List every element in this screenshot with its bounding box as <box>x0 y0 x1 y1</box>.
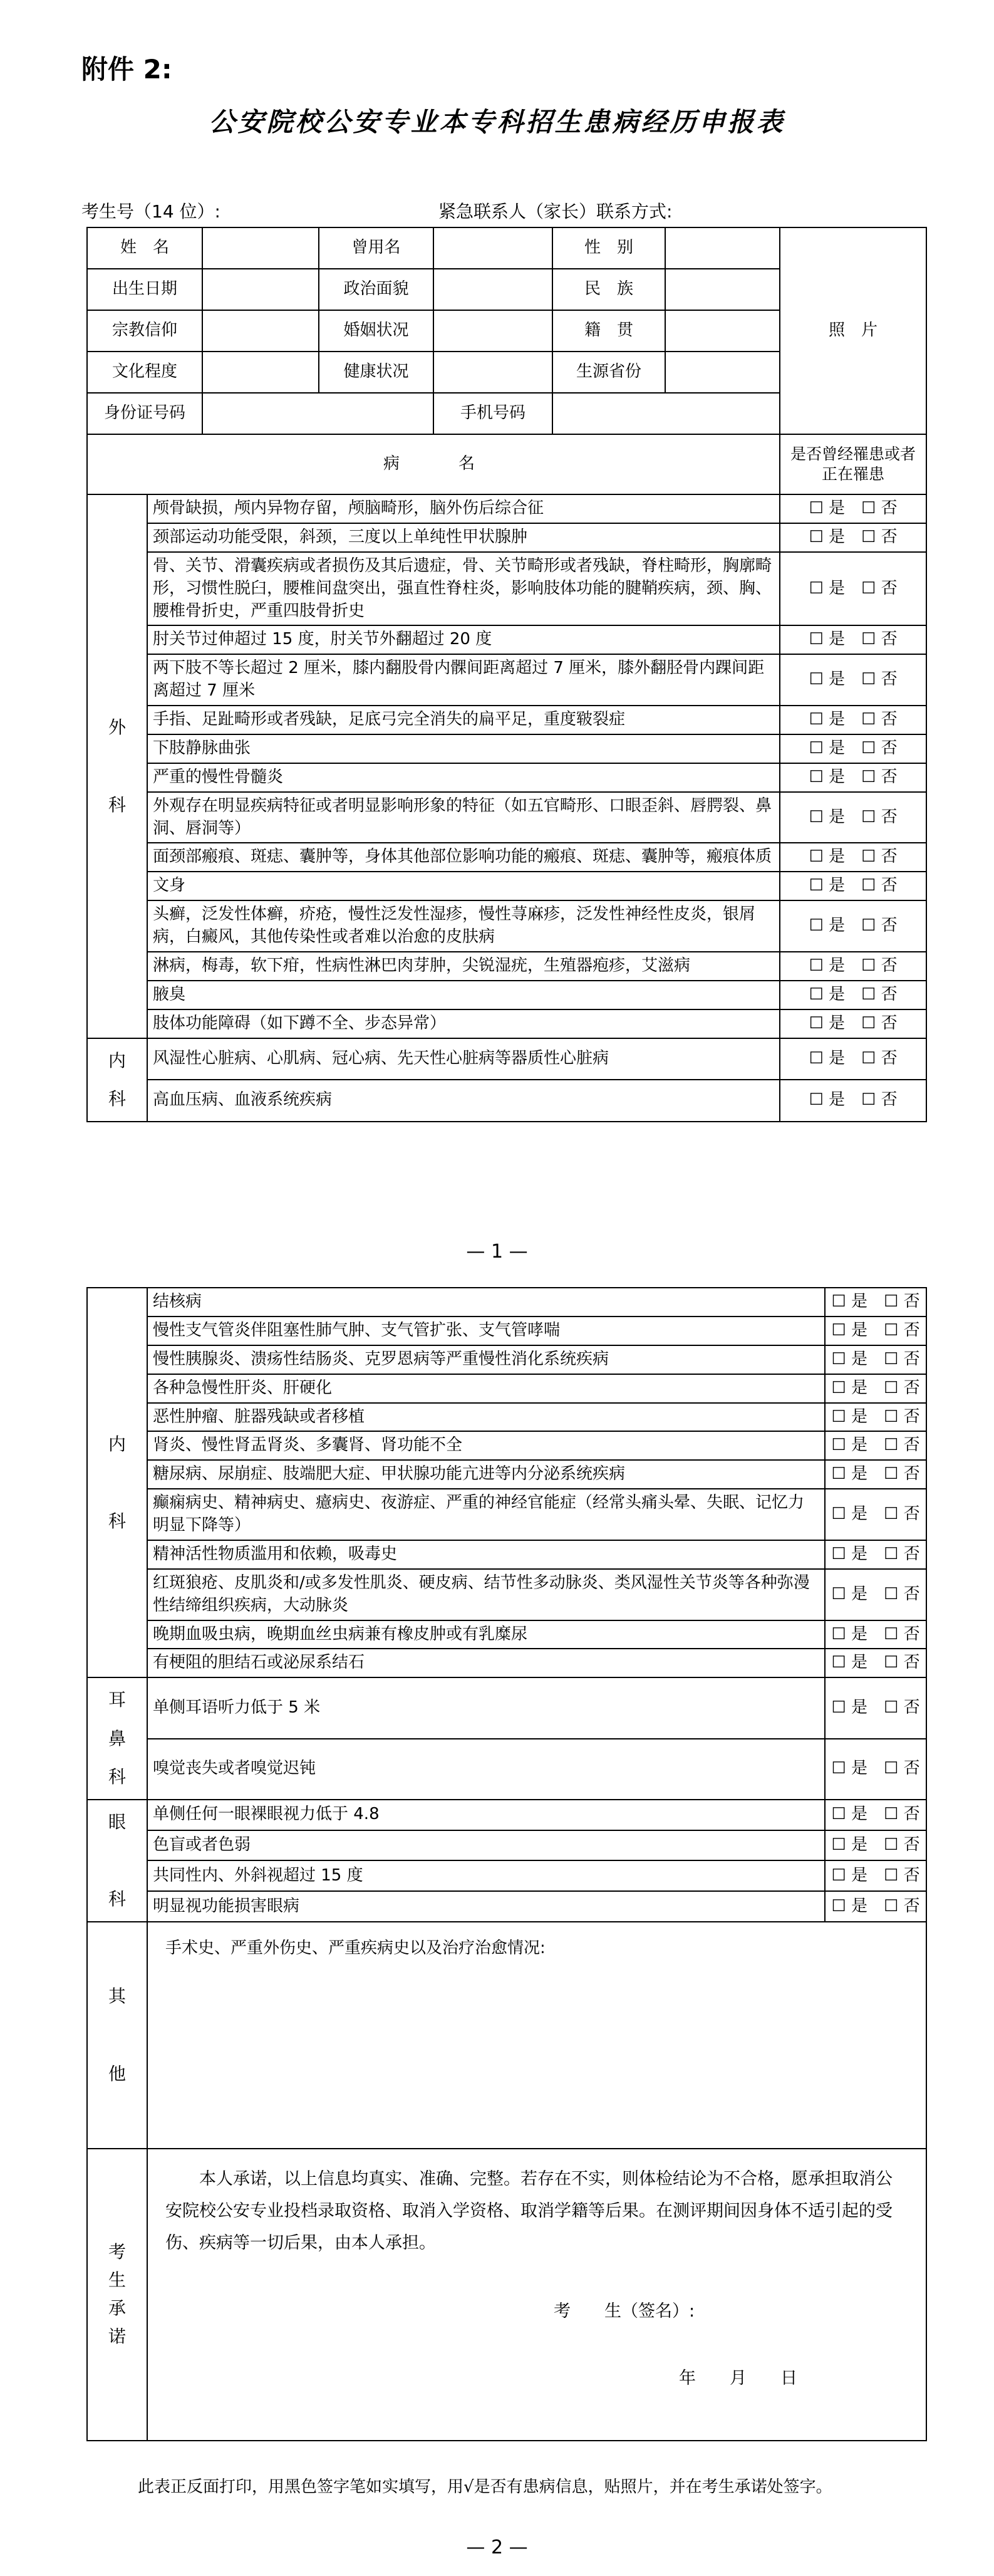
disease-row <box>87 552 926 626</box>
promise-cell <box>147 2149 926 2441</box>
yes-checkbox[interactable]: ☐ 是 <box>831 1624 867 1644</box>
disease-row <box>87 654 926 706</box>
no-checkbox[interactable]: ☐ 否 <box>884 1436 920 1455</box>
yes-checkbox[interactable]: ☐ 是 <box>831 1436 867 1455</box>
native-field[interactable] <box>665 310 780 352</box>
answer-cell <box>825 1489 926 1540</box>
yes-checkbox[interactable]: ☐ 是 <box>809 956 846 975</box>
no-checkbox[interactable]: ☐ 否 <box>861 984 898 1004</box>
name-label: 姓 名 <box>87 227 202 269</box>
no-checkbox[interactable]: ☐ 否 <box>884 1653 920 1672</box>
disease-row <box>87 1080 926 1122</box>
no-checkbox[interactable]: ☐ 否 <box>861 630 898 649</box>
yes-checkbox[interactable]: ☐ 是 <box>831 1320 867 1340</box>
yes-checkbox[interactable]: ☐ 是 <box>809 630 846 649</box>
no-checkbox[interactable]: ☐ 否 <box>884 1805 920 1824</box>
disease-row <box>87 1620 926 1649</box>
disease-name: 单侧耳语听力低于 5 米 <box>147 1677 825 1738</box>
answer-cell <box>825 1830 926 1861</box>
disease-name: 红斑狼疮、皮肌炎和/或多发性肌炎、硬皮病、结节性多动脉炎、类风湿性关节炎等各种弥漫性结缔组织疾病，大动脉炎 <box>147 1569 825 1620</box>
answer-cell <box>780 1038 926 1080</box>
signature-label[interactable]: 考 生（签名）: <box>554 2301 695 2321</box>
no-checkbox[interactable]: ☐ 否 <box>884 1698 920 1717</box>
answer-cell <box>780 900 926 952</box>
id-number-field[interactable] <box>202 393 433 434</box>
disease-name: 慢性胰腺炎、溃疡性结肠炎、克罗恩病等严重慢性消化系统疾病 <box>147 1345 825 1374</box>
disease-name: 颅骨缺损，颅内异物存留，颅脑畸形，脑外伤后综合征 <box>147 494 780 523</box>
answer-cell <box>825 1800 926 1830</box>
health-label: 健康状况 <box>319 352 433 393</box>
origin-field[interactable] <box>665 352 780 393</box>
disease-column-header: 病 名 <box>87 434 780 494</box>
yes-checkbox[interactable]: ☐ 是 <box>809 499 846 518</box>
disease-name: 风湿性心脏病、心肌病、冠心病、先天性心脏病等器质性心脏病 <box>147 1038 780 1080</box>
answer-cell <box>825 1677 926 1738</box>
disease-name: 结核病 <box>147 1288 825 1317</box>
disease-row <box>87 1403 926 1432</box>
disease-row <box>87 763 926 792</box>
page2-disease-rows <box>87 1288 926 1922</box>
no-checkbox[interactable]: ☐ 否 <box>861 916 898 936</box>
disease-name: 头癣，泛发性体癣，疥疮，慢性泛发性湿疹，慢性荨麻疹，泛发性神经性皮炎，银屑病，白癜风，其他传染性或者难以治愈的皮肤病 <box>147 900 780 952</box>
disease-row <box>87 706 926 734</box>
yes-checkbox[interactable]: ☐ 是 <box>831 1805 867 1824</box>
photo-box[interactable]: 照 片 <box>780 227 926 434</box>
yes-checkbox[interactable]: ☐ 是 <box>831 1653 867 1672</box>
answer-cell <box>780 625 926 654</box>
disease-name: 下肢静脉曲张 <box>147 734 780 763</box>
yes-checkbox[interactable]: ☐ 是 <box>809 807 846 827</box>
yes-checkbox[interactable]: ☐ 是 <box>831 1896 867 1916</box>
birth-field[interactable] <box>202 269 319 310</box>
disease-name: 糖尿病、尿崩症、肢端肥大症、甲状腺功能亢进等内分泌系统疾病 <box>147 1460 825 1489</box>
yes-checkbox[interactable]: ☐ 是 <box>831 1698 867 1717</box>
disease-row <box>87 1009 926 1038</box>
answer-cell <box>780 706 926 734</box>
disease-name: 单侧任何一眼裸眼视力低于 4.8 <box>147 1800 825 1830</box>
no-checkbox[interactable]: ☐ 否 <box>861 956 898 975</box>
page1-disease-rows <box>87 494 926 1122</box>
disease-row <box>87 792 926 843</box>
yes-checkbox[interactable]: ☐ 是 <box>809 738 846 758</box>
answer-cell <box>825 1431 926 1460</box>
disease-name: 肾炎、慢性肾盂肾炎、多囊肾、肾功能不全 <box>147 1431 825 1460</box>
no-checkbox[interactable]: ☐ 否 <box>884 1464 920 1484</box>
disease-row <box>87 900 926 952</box>
disease-row <box>87 872 926 900</box>
disease-name: 淋病，梅毒，软下疳，性病性淋巴肉芽肿，尖锐湿疣，生殖器疱疹，艾滋病 <box>147 952 780 981</box>
political-field[interactable] <box>433 269 552 310</box>
disease-row <box>87 494 926 523</box>
disease-row <box>87 1739 926 1800</box>
no-checkbox[interactable]: ☐ 否 <box>884 1378 920 1397</box>
native-label: 籍 贯 <box>552 310 665 352</box>
yes-checkbox[interactable]: ☐ 是 <box>809 710 846 729</box>
answer-cell <box>780 952 926 981</box>
disease-name: 肢体功能障碍（如下蹲不全、步态异常） <box>147 1009 780 1038</box>
yes-checkbox[interactable]: ☐ 是 <box>809 578 846 598</box>
disease-row <box>87 523 926 552</box>
birth-label: 出生日期 <box>87 269 202 310</box>
answer-cell <box>780 763 926 792</box>
answer-cell <box>780 552 926 626</box>
no-checkbox[interactable]: ☐ 否 <box>884 1292 920 1311</box>
disease-name: 手指、足趾畸形或者残缺，足底弓完全消失的扁平足，重度皲裂症 <box>147 706 780 734</box>
religion-field[interactable] <box>202 310 319 352</box>
disease-name: 颈部运动功能受限，斜颈，三度以上单纯性甲状腺肿 <box>147 523 780 552</box>
answer-cell <box>825 1620 926 1649</box>
answer-cell <box>825 1317 926 1345</box>
disease-name: 高血压病、血液系统疾病 <box>147 1080 780 1122</box>
disease-row <box>87 1345 926 1374</box>
gender-label: 性 别 <box>552 227 665 269</box>
ethnic-label: 民 族 <box>552 269 665 310</box>
yes-checkbox[interactable]: ☐ 是 <box>809 670 846 689</box>
yes-checkbox[interactable]: ☐ 是 <box>809 916 846 936</box>
disease-name: 精神活性物质滥用和依赖，吸毒史 <box>147 1540 825 1569</box>
phone-label: 手机号码 <box>433 393 552 434</box>
no-checkbox[interactable]: ☐ 否 <box>884 1835 920 1855</box>
no-checkbox[interactable]: ☐ 否 <box>861 578 898 598</box>
phone-field[interactable] <box>552 393 780 434</box>
disease-name: 癫痫病史、精神病史、癔病史、夜游症、严重的神经官能症（经常头痛头晕、失眠、记忆力明显下降等） <box>147 1489 825 1540</box>
no-checkbox[interactable]: ☐ 否 <box>884 1759 920 1778</box>
id-number-label: 身份证号码 <box>87 393 202 434</box>
disease-name: 各种急慢性肝炎、肝硬化 <box>147 1374 825 1403</box>
answer-cell <box>825 1569 926 1620</box>
dept-other: 其 他 <box>87 1922 147 2149</box>
emergency-contact-label: 紧急联系人（家长）联系方式: <box>438 201 673 222</box>
attachment-label: 附件 2: <box>81 54 172 85</box>
answer-cell <box>825 1540 926 1569</box>
yes-checkbox[interactable]: ☐ 是 <box>809 1013 846 1033</box>
no-checkbox[interactable]: ☐ 否 <box>884 1865 920 1885</box>
yes-checkbox[interactable]: ☐ 是 <box>831 1407 867 1426</box>
answer-cell <box>780 1080 926 1122</box>
yes-checkbox[interactable]: ☐ 是 <box>809 847 846 867</box>
answer-cell <box>825 1288 926 1317</box>
disease-row <box>87 1489 926 1540</box>
disease-name: 骨、关节、滑囊疾病或者损伤及其后遗症，骨、关节畸形或者残缺，脊柱畸形，胸廓畸形，习惯性脱臼，腰椎间盘突出，强直性脊柱炎，影响肢体功能的腱鞘疾病，颈、胸、腰椎骨折史，严重四肢骨折史 <box>147 552 780 626</box>
no-checkbox[interactable]: ☐ 否 <box>884 1320 920 1340</box>
no-checkbox[interactable]: ☐ 否 <box>884 1896 920 1916</box>
disease-row <box>87 1891 926 1922</box>
origin-label: 生源省份 <box>552 352 665 393</box>
answer-cell <box>780 654 926 706</box>
no-checkbox[interactable]: ☐ 否 <box>884 1504 920 1524</box>
yes-checkbox[interactable]: ☐ 是 <box>809 1090 846 1110</box>
yes-checkbox[interactable]: ☐ 是 <box>831 1292 867 1311</box>
disease-name: 面颈部瘢痕、斑痣、囊肿等，身体其他部位影响功能的瘢痕、斑痣、囊肿等，瘢痕体质 <box>147 843 780 872</box>
disease-row <box>87 1038 926 1080</box>
no-checkbox[interactable]: ☐ 否 <box>884 1584 920 1603</box>
marital-field[interactable] <box>433 310 552 352</box>
footnote: 此表正反面打印，用黑色签字笔如实填写，用√是否有患病信息，贴照片，并在考生承诺处签字。 <box>138 2478 832 2496</box>
page-number-1: — 1 — <box>466 1241 528 1263</box>
yes-checkbox[interactable]: ☐ 是 <box>831 1759 867 1778</box>
no-checkbox[interactable]: ☐ 否 <box>861 499 898 518</box>
department-label: 耳 鼻 科 <box>87 1677 147 1800</box>
form-title: 公安院校公安专业本专科招生患病经历申报表 <box>209 107 785 137</box>
disease-name: 腋臭 <box>147 981 780 1009</box>
name-field[interactable] <box>202 227 319 269</box>
dept-promise: 考 生 承 诺 <box>87 2149 147 2441</box>
page-number-2: — 2 — <box>466 2537 528 2558</box>
no-checkbox[interactable]: ☐ 否 <box>861 876 898 895</box>
declaration-table-page2 <box>86 1287 927 2441</box>
marital-label: 婚姻状况 <box>319 310 433 352</box>
answer-cell <box>825 1649 926 1677</box>
answer-cell <box>780 1009 926 1038</box>
answer-cell <box>825 1403 926 1432</box>
yes-checkbox[interactable]: ☐ 是 <box>809 527 846 546</box>
disease-name: 共同性内、外斜视超过 15 度 <box>147 1860 825 1891</box>
exam-number-label: 考生号（14 位）: <box>81 201 220 222</box>
disease-name: 晚期血吸虫病，晚期血丝虫病兼有橡皮肿或有乳糜尿 <box>147 1620 825 1649</box>
yes-checkbox[interactable]: ☐ 是 <box>831 1835 867 1855</box>
gender-field[interactable] <box>665 227 780 269</box>
yes-checkbox[interactable]: ☐ 是 <box>809 1048 846 1068</box>
disease-row <box>87 1460 926 1489</box>
department-label: 眼 科 <box>87 1800 147 1922</box>
disease-name: 严重的慢性骨髓炎 <box>147 763 780 792</box>
disease-row <box>87 1860 926 1891</box>
answer-cell <box>780 792 926 843</box>
no-checkbox[interactable]: ☐ 否 <box>861 527 898 546</box>
answer-cell <box>825 1460 926 1489</box>
department-label: 内 科 <box>87 1038 147 1122</box>
education-field[interactable] <box>202 352 319 393</box>
former-name-label: 曾用名 <box>319 227 433 269</box>
disease-row <box>87 1800 926 1830</box>
religion-label: 宗教信仰 <box>87 310 202 352</box>
political-label: 政治面貌 <box>319 269 433 310</box>
answer-cell <box>825 1374 926 1403</box>
yes-checkbox[interactable]: ☐ 是 <box>831 1544 867 1563</box>
no-checkbox[interactable]: ☐ 否 <box>861 847 898 867</box>
disease-row <box>87 1431 926 1460</box>
no-checkbox[interactable]: ☐ 否 <box>884 1407 920 1426</box>
disease-row <box>87 1374 926 1403</box>
disease-row <box>87 1677 926 1738</box>
disease-row <box>87 1288 926 1317</box>
disease-name: 两下肢不等长超过 2 厘米，膝内翻股骨内髁间距离超过 7 厘米，膝外翻胫骨内踝间距离超过 7 厘米 <box>147 654 780 706</box>
disease-name: 外观存在明显疾病特征或者明显影响形象的特征（如五官畸形、口眼歪斜、唇腭裂、鼻洞、唇洞等） <box>147 792 780 843</box>
answer-cell <box>780 734 926 763</box>
yes-checkbox[interactable]: ☐ 是 <box>809 984 846 1004</box>
former-name-field[interactable] <box>433 227 552 269</box>
no-checkbox[interactable]: ☐ 否 <box>884 1544 920 1563</box>
other-history-field[interactable] <box>147 1922 926 2149</box>
disease-name: 慢性支气管炎伴阻塞性肺气肿、支气管扩张、支气管哮喘 <box>147 1317 825 1345</box>
disease-row <box>87 952 926 981</box>
no-checkbox[interactable]: ☐ 否 <box>861 670 898 689</box>
disease-row <box>87 1569 926 1620</box>
no-checkbox[interactable]: ☐ 否 <box>861 807 898 827</box>
no-checkbox[interactable]: ☐ 否 <box>861 1048 898 1068</box>
ethnic-field[interactable] <box>665 269 780 310</box>
yes-checkbox[interactable]: ☐ 是 <box>809 876 846 895</box>
disease-row <box>87 1830 926 1861</box>
yes-checkbox[interactable]: ☐ 是 <box>831 1378 867 1397</box>
disease-name: 肘关节过伸超过 15 度，肘关节外翻超过 20 度 <box>147 625 780 654</box>
no-checkbox[interactable]: ☐ 否 <box>884 1349 920 1369</box>
disease-row <box>87 1649 926 1677</box>
no-checkbox[interactable]: ☐ 否 <box>861 1013 898 1033</box>
no-checkbox[interactable]: ☐ 否 <box>884 1624 920 1644</box>
disease-name: 明显视功能损害眼病 <box>147 1891 825 1922</box>
yes-checkbox[interactable]: ☐ 是 <box>831 1504 867 1524</box>
disease-name: 恶性肿瘤、脏器残缺或者移植 <box>147 1403 825 1432</box>
disease-name: 有梗阻的胆结石或泌尿系结石 <box>147 1649 825 1677</box>
disease-row <box>87 981 926 1009</box>
answer-cell <box>780 843 926 872</box>
disease-row <box>87 734 926 763</box>
promise-text: 本人承诺，以上信息均真实、准确、完整。若存在不实，则体检结论为不合格，愿承担取消公安院校公安专业投档录取资格、取消入学资格、取消学籍等后果。在测评期间因身体不适引起的受伤、疾病等一切后果，由本人承担。 <box>165 2169 893 2253</box>
yes-checkbox[interactable]: ☐ 是 <box>831 1584 867 1603</box>
department-label: 外 科 <box>87 494 147 1038</box>
disease-row <box>87 843 926 872</box>
answer-cell <box>825 1739 926 1800</box>
answer-cell <box>780 872 926 900</box>
disease-row <box>87 1317 926 1345</box>
yes-checkbox[interactable]: ☐ 是 <box>831 1464 867 1484</box>
answer-cell <box>780 981 926 1009</box>
answer-cell <box>825 1345 926 1374</box>
no-checkbox[interactable]: ☐ 否 <box>861 1090 898 1110</box>
yes-checkbox[interactable]: ☐ 是 <box>831 1865 867 1885</box>
disease-row <box>87 625 926 654</box>
no-checkbox[interactable]: ☐ 否 <box>861 710 898 729</box>
education-label: 文化程度 <box>87 352 202 393</box>
answer-cell <box>825 1860 926 1891</box>
disease-name: 色盲或者色弱 <box>147 1830 825 1861</box>
other-history-label: 手术史、严重外伤史、严重疾病史以及治疗治愈情况: <box>165 1938 546 1958</box>
no-checkbox[interactable]: ☐ 否 <box>861 767 898 786</box>
answer-cell <box>780 523 926 552</box>
health-field[interactable] <box>433 352 552 393</box>
yes-checkbox[interactable]: ☐ 是 <box>831 1349 867 1369</box>
disease-name: 嗅觉丧失或者嗅觉迟钝 <box>147 1739 825 1800</box>
declaration-table-page1 <box>86 227 927 1122</box>
disease-row <box>87 1540 926 1569</box>
answer-cell <box>780 494 926 523</box>
no-checkbox[interactable]: ☐ 否 <box>861 738 898 758</box>
disease-name: 文身 <box>147 872 780 900</box>
question-column-header: 是否曾经罹患或者正在罹患 <box>780 434 926 494</box>
yes-checkbox[interactable]: ☐ 是 <box>809 767 846 786</box>
department-label: 内 科 <box>87 1288 147 1677</box>
answer-cell <box>825 1891 926 1922</box>
date-label[interactable]: 年 月 日 <box>679 2368 797 2388</box>
